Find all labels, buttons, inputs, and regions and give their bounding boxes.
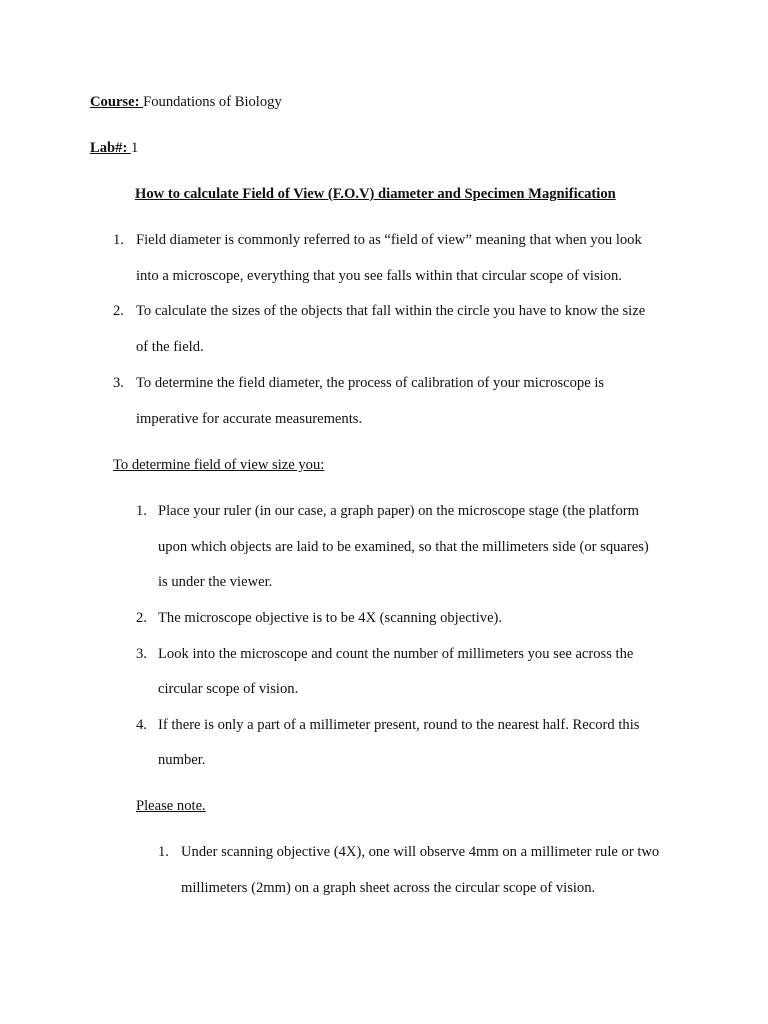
document-title: How to calculate Field of View (F.O.V) diameter and Specimen Magnification [135,186,616,202]
lab-line [90,139,138,157]
list-number: 3. [136,646,147,662]
list-number: 1. [158,844,169,860]
list-text-line: To calculate the sizes of the objects that fall within the circle you have to know the size [136,303,646,319]
course-line [90,93,282,111]
list-text-line: Place your ruler (in our case, a graph paper) on the microscope stage (the platform [158,503,639,519]
list-text-line: is under the viewer. [158,574,273,590]
lab-label: Lab#: [90,140,131,156]
list-number: 1. [113,232,124,248]
lab-value: 1 [130,140,139,156]
course-value: Foundations of Biology [143,94,282,110]
list-text-line: Field diameter is commonly referred to as “field of view” meaning that when you look [136,232,642,248]
list-text-line: Under scanning objective (4X), one will observe 4mm on a millimeter rule or two [181,844,660,860]
list-number: 1. [136,503,147,519]
list-number: 2. [136,610,147,626]
list-text-line: circular scope of vision. [158,681,299,697]
course-label: Course: [90,94,144,110]
list-number: 2. [113,303,124,319]
list-text-line: The microscope objective is to be 4X (scanning objective). [158,610,503,626]
list-text-line: If there is only a part of a millimeter present, round to the nearest half. Record this [158,717,640,733]
list-text-line: into a microscope, everything that you see falls within that circular scope of vision. [136,268,622,284]
fov-subheading: To determine field of view size you: [113,457,325,473]
list-text-line: imperative for accurate measurements. [136,411,363,427]
list-number: 4. [136,717,147,733]
list-text-line: Look into the microscope and count the number of millimeters you see across the [158,646,634,662]
list-text-line: number. [158,752,206,768]
list-text-line: of the field. [136,339,204,355]
list-text-line: millimeters (2mm) on a graph sheet across the circular scope of vision. [181,880,596,896]
note-subheading: Please note. [136,798,206,814]
list-text-line: upon which objects are laid to be examined, so that the millimeters side (or squares) [158,539,649,555]
list-text-line: To determine the field diameter, the process of calibration of your microscope is [136,375,605,391]
list-number: 3. [113,375,124,391]
